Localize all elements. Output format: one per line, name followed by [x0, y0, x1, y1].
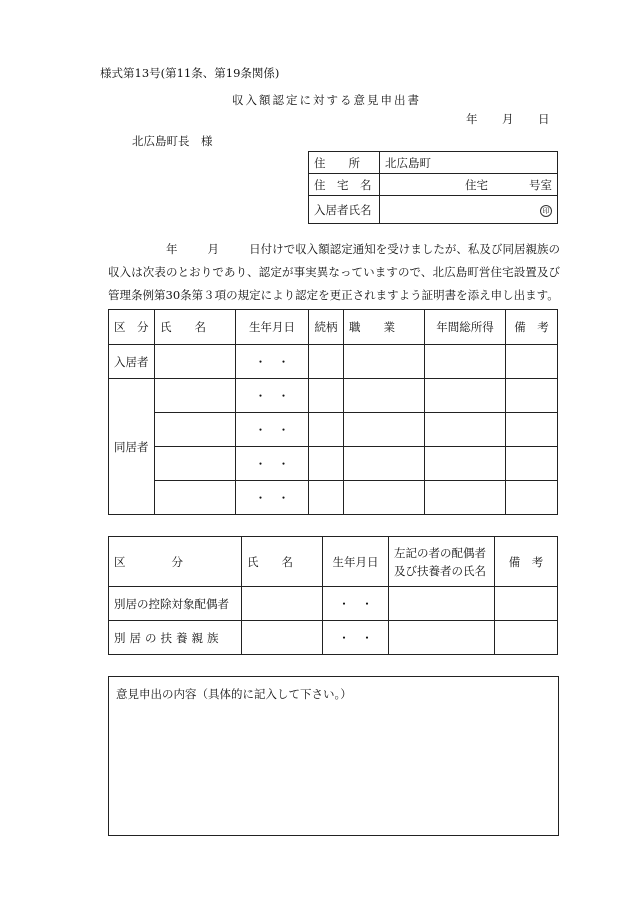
relation-cell[interactable]: [309, 481, 344, 515]
spouse-dependents-cell[interactable]: [389, 587, 495, 621]
header2-name: 氏 名: [242, 537, 323, 587]
birthdate-cell[interactable]: ・ ・: [236, 447, 309, 481]
statement-paragraph: [108, 238, 560, 307]
row-separated-spouse-label: 別居の控除対象配偶者: [109, 587, 242, 621]
occupation-cell[interactable]: [344, 481, 425, 515]
statement-text: 日付けで収入額認定通知を受けましたが、私及び同居親族の収入は次表のとおりであり、認定が事実異なっていますので、北広島町営住宅設置及び管理条例第30条第３項の規定により認定を更正されますよう証明書を添え申し出ます。: [108, 242, 561, 302]
resident-name-field[interactable]: [380, 196, 558, 224]
table-row: [109, 345, 558, 379]
addressee: 北広島町長 様: [132, 134, 213, 148]
remarks-cell[interactable]: [506, 345, 558, 379]
date-day-label: 日: [538, 112, 550, 126]
remarks-cell[interactable]: [506, 481, 558, 515]
header2-birthdate: 生年月日: [323, 537, 389, 587]
address-field[interactable]: 北広島町: [380, 152, 558, 174]
table-row: [109, 481, 558, 515]
name-cell[interactable]: [155, 447, 236, 481]
household-table: [108, 309, 558, 515]
birthdate-cell[interactable]: ・ ・: [236, 481, 309, 515]
page-title: 収入額認定に対する意見申出書: [232, 93, 421, 107]
birthdate-cell[interactable]: ・ ・: [323, 621, 389, 655]
header-birthdate: 生年月日: [236, 310, 309, 345]
statement-month: 月: [207, 242, 220, 256]
header-category: 区 分: [109, 310, 155, 345]
applicant-table: [308, 151, 558, 224]
row-resident-label: 入居者: [109, 345, 155, 379]
resident-name-label: 入居者氏名: [309, 196, 380, 224]
row-cohabitant-label: 同居者: [109, 379, 155, 515]
header-remarks: 備 考: [506, 310, 558, 345]
income-cell[interactable]: [425, 413, 506, 447]
row-separated-dependents-label: 別居の扶養親族: [109, 621, 242, 655]
name-cell[interactable]: [242, 587, 323, 621]
header2-spouse-dependents: 左記の者の配偶者 及び扶養者の氏名: [389, 537, 495, 587]
birthdate-cell[interactable]: ・ ・: [236, 345, 309, 379]
relation-cell[interactable]: [309, 379, 344, 413]
name-cell[interactable]: [155, 481, 236, 515]
income-cell[interactable]: [425, 481, 506, 515]
header-income: 年間総所得: [425, 310, 506, 345]
name-cell[interactable]: [155, 345, 236, 379]
birthdate-cell[interactable]: ・ ・: [236, 413, 309, 447]
relation-cell[interactable]: [309, 345, 344, 379]
table-row: [109, 447, 558, 481]
seal-icon: 印: [540, 205, 552, 217]
table-row: [109, 621, 558, 655]
date-year-label: 年: [466, 112, 478, 126]
remarks-cell[interactable]: [506, 447, 558, 481]
header-name: 氏 名: [155, 310, 236, 345]
house-name-mid: 住宅: [465, 177, 488, 192]
statement-year: 年: [166, 242, 178, 256]
birthdate-cell[interactable]: ・ ・: [236, 379, 309, 413]
relation-cell[interactable]: [309, 447, 344, 481]
remarks-cell[interactable]: [506, 413, 558, 447]
date-month-label: 月: [502, 112, 514, 126]
table-row: [109, 413, 558, 447]
income-cell[interactable]: [425, 447, 506, 481]
address-label: 住 所: [309, 152, 380, 174]
occupation-cell[interactable]: [344, 345, 425, 379]
birthdate-cell[interactable]: ・ ・: [323, 587, 389, 621]
dependents-table: [108, 536, 558, 655]
header-relation: 続柄: [309, 310, 344, 345]
occupation-cell[interactable]: [344, 447, 425, 481]
income-cell[interactable]: [425, 379, 506, 413]
room-suffix: 号室: [529, 177, 552, 192]
name-cell[interactable]: [242, 621, 323, 655]
occupation-cell[interactable]: [344, 379, 425, 413]
opinion-label: 意見申出の内容（具体的に記入して下さい。）: [116, 687, 352, 701]
remarks-cell[interactable]: [495, 587, 558, 621]
house-name-field[interactable]: [380, 174, 558, 196]
header-occupation: 職 業: [344, 310, 425, 345]
remarks-cell[interactable]: [506, 379, 558, 413]
income-cell[interactable]: [425, 345, 506, 379]
relation-cell[interactable]: [309, 413, 344, 447]
header2-remarks: 備 考: [495, 537, 558, 587]
name-cell[interactable]: [155, 379, 236, 413]
occupation-cell[interactable]: [344, 413, 425, 447]
opinion-box[interactable]: [108, 676, 559, 836]
table-row: [109, 587, 558, 621]
form-number: 様式第13号(第11条、第19条関係): [100, 66, 280, 80]
remarks-cell[interactable]: [495, 621, 558, 655]
table-row: [109, 379, 558, 413]
spouse-dependents-cell[interactable]: [389, 621, 495, 655]
house-name-label: 住 宅 名: [309, 174, 380, 196]
header2-category: 区 分: [109, 537, 242, 587]
name-cell[interactable]: [155, 413, 236, 447]
